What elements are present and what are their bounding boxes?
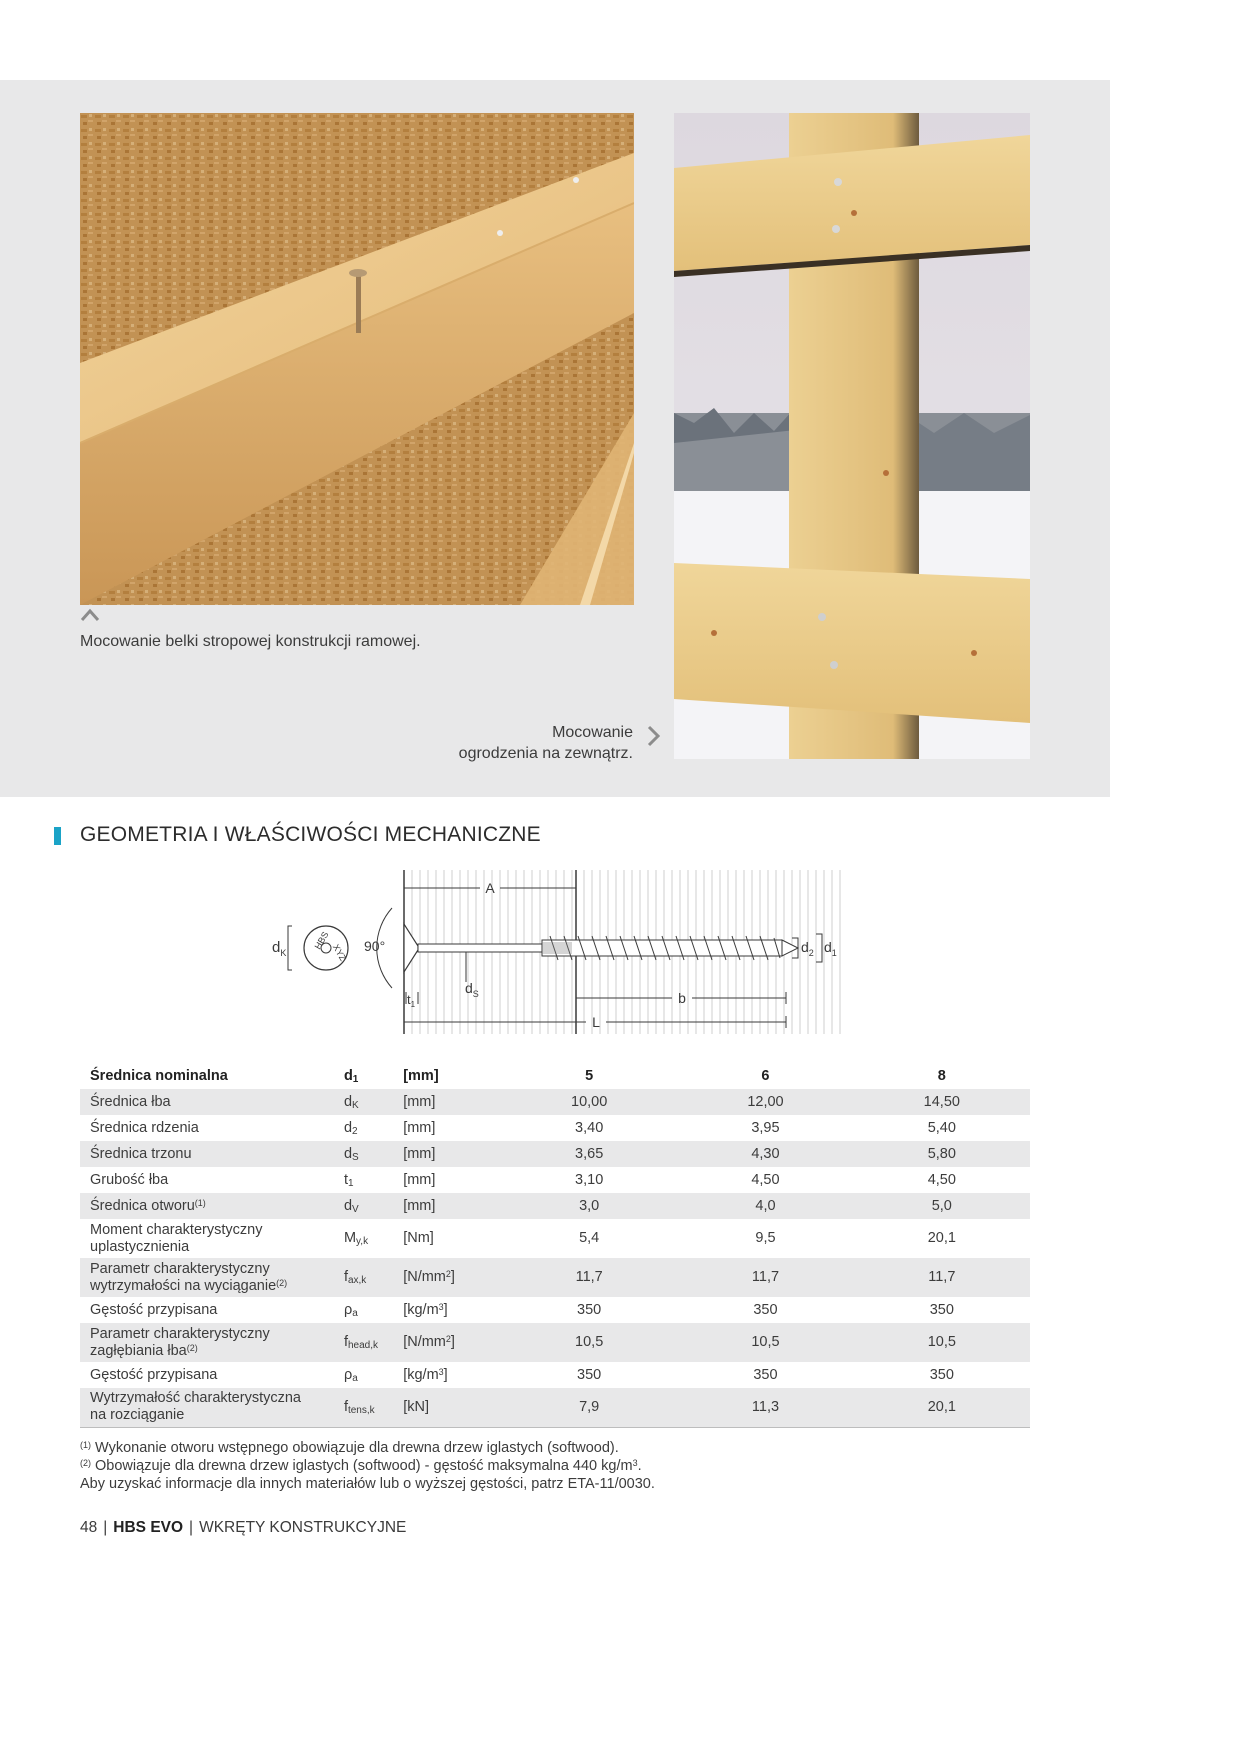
row-value-3: 350 (929, 1366, 954, 1383)
row-value-2: 11,3 (677, 1388, 853, 1427)
row-value-3: 5,40 (927, 1119, 956, 1136)
head-angle: 90° (364, 938, 386, 954)
dim-d2: $d_2$ (801, 939, 814, 958)
row-name: Moment charakterystyczny uplastycznienia (90, 1221, 263, 1255)
dim-t1: $t_1$ (407, 992, 416, 1009)
row-value-1: 3,10 (575, 1171, 604, 1188)
row-unit: [Nm] (403, 1230, 434, 1246)
table-row (80, 1388, 1030, 1427)
footnote-3: Aby uzyskać informacje dla innych materiałów lub o wyższej gęstości, patrz ETA-11/0030. (80, 1476, 655, 1492)
row-symbol: $M_{y,k}$ (343, 1230, 369, 1247)
table-row (80, 1362, 1030, 1388)
row-name: Gęstość przypisana (90, 1366, 218, 1383)
row-symbol: $t_1$ (343, 1171, 354, 1189)
header-unit: [mm] (403, 1067, 439, 1084)
dim-A: A (485, 880, 495, 896)
row-value-2: 11,7 (751, 1269, 780, 1285)
photo-caption-fence-line1: Mocowanie (552, 724, 633, 741)
dim-b: b (678, 990, 686, 1006)
screw-geometry-diagram (260, 862, 850, 1042)
row-unit: [mm] (403, 1145, 436, 1162)
screw-head-top-view (288, 926, 348, 970)
row-unit: $[N/mm^2]$ (403, 1334, 455, 1350)
section-marker (54, 827, 61, 845)
row-unit: [mm] (403, 1093, 436, 1110)
row-value-1: 10,00 (571, 1093, 608, 1110)
row-value-2: 3,95 (751, 1119, 780, 1136)
row-value-3: 10,5 (927, 1334, 956, 1350)
product-name: HBS EVO (113, 1519, 184, 1536)
row-unit: [mm] (403, 1171, 436, 1188)
table-row (80, 1323, 1030, 1362)
row-value-3: 5,0 (931, 1197, 952, 1214)
photo-outdoor-fence (674, 113, 1030, 759)
row-value-2: 4,30 (751, 1145, 780, 1162)
row-unit: [mm] (403, 1197, 436, 1214)
row-value-3: 14,50 (923, 1093, 960, 1110)
screw-side-view (404, 924, 798, 972)
row-value-3: 4,50 (927, 1171, 956, 1188)
row-symbol: $\rho_a$ (343, 1366, 358, 1384)
row-value-2: 350 (753, 1366, 778, 1383)
table-row (80, 1219, 1030, 1258)
footnote-1: $^{(1)}$ Wykonanie otworu wstępnego obowiązuje dla drewna drzew iglastych (softwood). (80, 1440, 619, 1456)
header-value-1: 5 (585, 1067, 594, 1084)
row-value-1: 350 (577, 1366, 602, 1383)
table-header-row (80, 1063, 1030, 1089)
photo-caption-fence (459, 722, 633, 764)
row-unit: [kN] (393, 1388, 501, 1427)
table-row (80, 1193, 1030, 1219)
footnote-2: $^{(2)}$ Obowiązuje dla drewna drzew iglastych (softwood) - gęstość maksymalna 440 $kg/m^3$. (80, 1458, 642, 1474)
row-name: Średnica trzonu (90, 1145, 192, 1162)
row-value-2: 12,00 (747, 1093, 784, 1110)
row-value-3: 11,7 (928, 1269, 956, 1285)
dim-dK: $d_K$ (272, 939, 287, 958)
section-title: GEOMETRIA I WŁAŚCIWOŚCI MECHANICZNE (80, 823, 541, 846)
row-value-2: 9,5 (755, 1230, 776, 1246)
row-value-3: 20,1 (927, 1230, 956, 1246)
row-unit: $[N/mm^2]$ (403, 1269, 455, 1285)
table-row (80, 1089, 1030, 1115)
table-row (80, 1115, 1030, 1141)
row-unit: [mm] (403, 1119, 436, 1136)
page-footer: 48 | HBS EVO | WKRĘTY KONSTRUKCYJNE (80, 1519, 407, 1536)
row-symbol: $d_2$ (343, 1119, 358, 1137)
head-mark: HBS (312, 929, 331, 951)
row-value-3: 5,80 (927, 1145, 956, 1162)
row-value-1: 10,5 (575, 1334, 604, 1350)
chevron-up-icon (80, 606, 100, 624)
row-symbol: $f_{tens,k}$ (334, 1388, 393, 1427)
head-mark-2: XYZ (330, 942, 349, 963)
row-value-1: 3,65 (575, 1145, 604, 1162)
properties-table (80, 1063, 1030, 1428)
row-name: Grubość łba (90, 1171, 169, 1188)
row-value-2: 4,50 (751, 1171, 780, 1188)
row-value-1: 5,4 (579, 1230, 600, 1246)
row-value-1: 350 (577, 1301, 602, 1318)
header-value-3: 8 (937, 1067, 946, 1084)
row-name: Parametr charakterystyczny zagłębiania łba$^{(2)}$ (90, 1325, 270, 1359)
row-name: Średnica rdzenia (90, 1119, 199, 1136)
header-name: Średnica nominalna (90, 1067, 228, 1084)
product-category: WKRĘTY KONSTRUKCYJNE (199, 1519, 407, 1536)
row-symbol: $f_{head,k}$ (343, 1334, 378, 1351)
header-value-2: 6 (761, 1067, 770, 1084)
row-unit: $[kg/m^3]$ (403, 1366, 448, 1383)
header-symbol: $d_1$ (343, 1067, 359, 1085)
row-symbol: $d_K$ (343, 1093, 359, 1111)
row-name: Parametr charakterystyczny wytrzymałości na wyciąganie$^{(2)}$ (90, 1260, 288, 1294)
row-value-3: 20,1 (854, 1388, 1030, 1427)
row-name: Wytrzymałość charakterystyczna na rozciąganie (80, 1388, 334, 1427)
photo-caption-floor-beam: Mocowanie belki stropowej konstrukcji ramowej. (80, 633, 421, 650)
photo-floor-beam (80, 113, 634, 605)
page-number: 48 (80, 1519, 98, 1536)
row-value-1: 3,40 (575, 1119, 604, 1136)
row-symbol: $d_V$ (343, 1197, 359, 1215)
row-symbol: $d_S$ (343, 1145, 359, 1163)
row-value-2: 10,5 (751, 1334, 780, 1350)
table-row (80, 1297, 1030, 1323)
footnotes (80, 1439, 655, 1493)
row-value-3: 350 (929, 1301, 954, 1318)
row-value-1: 7,9 (501, 1388, 677, 1427)
row-value-2: 4,0 (755, 1197, 776, 1214)
row-symbol: $\rho_a$ (343, 1301, 358, 1319)
row-unit: $[kg/m^3]$ (403, 1301, 448, 1318)
row-value-1: 3,0 (579, 1197, 600, 1214)
row-name: Średnica łba (90, 1093, 171, 1110)
dim-dS: $d_S$ (465, 980, 479, 999)
photo-caption-fence-line2: ogrodzenia na zewnątrz. (458, 745, 633, 762)
dim-d1: $d_1$ (824, 939, 837, 958)
row-symbol: $f_{ax,k}$ (343, 1269, 367, 1286)
table-row (80, 1141, 1030, 1167)
row-value-1: 11,7 (575, 1269, 603, 1285)
chevron-right-icon (645, 724, 661, 748)
table-row (80, 1258, 1030, 1297)
row-name: Gęstość przypisana (90, 1301, 218, 1318)
row-value-2: 350 (753, 1301, 778, 1318)
table-row (80, 1167, 1030, 1193)
dim-L: L (592, 1014, 600, 1030)
row-name: Średnica otworu$^{(1)}$ (90, 1197, 206, 1214)
